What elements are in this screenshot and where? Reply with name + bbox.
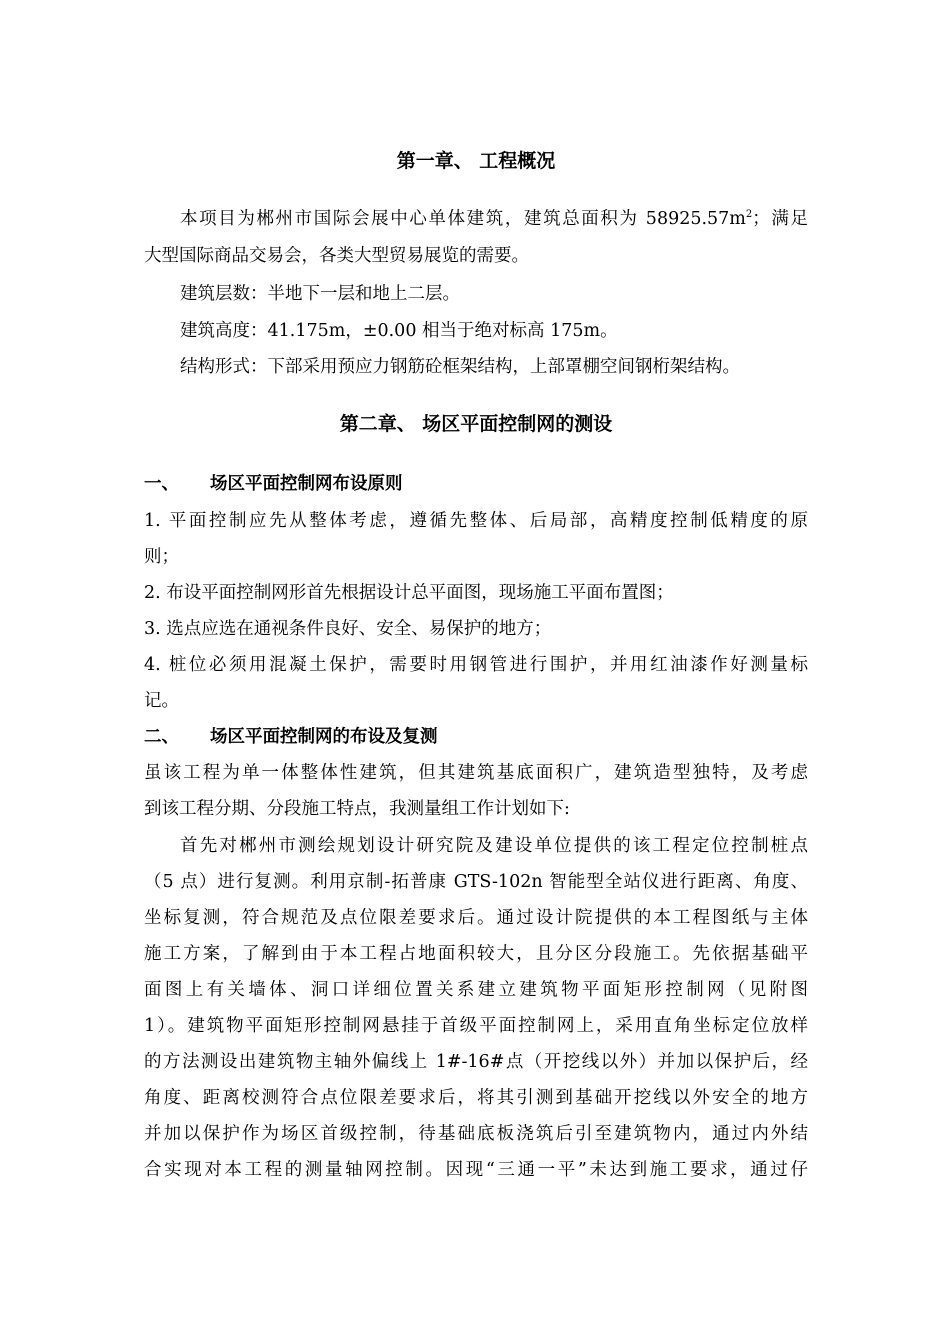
paragraph-text: ；满足: [752, 209, 808, 229]
section-2-heading: [144, 725, 438, 749]
body-line-1: 首先对郴州市测绘规划设计研究院及建设单位提供的该工程定位控制桩点: [180, 836, 808, 856]
body-line-10: 合实现对本工程的测量轴网控制。因现“三通一平”未达到施工要求，通过仔: [144, 1160, 808, 1180]
principle-1-line-2: 则；: [144, 547, 179, 567]
chapter-2-title: 第二章、 场区平面控制网的测设: [339, 413, 613, 435]
section-2-intro-line-2: 到该工程分期、分段施工特点，我测量组工作计划如下:: [144, 799, 570, 819]
paragraph-text: 本项目为郴州市国际会展中心单体建筑，建筑总面积为 58925.57m: [180, 209, 746, 229]
chapter-1-title: 第一章、 工程概况: [396, 150, 556, 172]
principle-4-line-1: 4. 桩位必须用混凝土保护，需要时用钢管进行围护，并用红油漆作好测量标: [144, 655, 808, 675]
section-1-heading: [144, 472, 403, 496]
body-line-7: 的方法测设出建筑物主轴外偏线上 1#-16#点（开挖线以外）并加以保护后，经: [144, 1052, 808, 1072]
section-2-title: 场区平面控制网的布设及复测: [210, 727, 438, 747]
body-line-6: 1）。建筑物平面矩形控制网悬挂于首级平面控制网上，采用直角坐标定位放样: [144, 1016, 808, 1036]
principle-3: 3. 选点应选在通视条件良好、安全、易保护的地方；: [144, 619, 552, 639]
building-height: 建筑高度：41.175m，±0.00 相当于绝对标高 175m。: [180, 321, 618, 341]
body-line-2: （5 点）进行复测。利用京制-拓普康 GTS-102n 智能型全站仪进行距离、角度、: [144, 872, 808, 892]
section-1-number: 一、: [144, 474, 179, 494]
principle-4-line-2: 记。: [144, 691, 179, 711]
superscript: 2: [745, 209, 753, 221]
chapter-1-paragraph-line-2: 大型国际商品交易会，各类大型贸易展览的需要。: [144, 246, 529, 266]
chapter-1-paragraph-line-1: [180, 207, 808, 231]
principle-1-line-1: 1. 平面控制应先从整体考虑，遵循先整体、后局部，高精度控制低精度的原: [144, 511, 808, 531]
body-line-9: 并加以保护作为场区首级控制，待基础底板浇筑后引至建筑物内，通过内外结: [144, 1124, 808, 1144]
building-floors: 建筑层数：半地下一层和地上二层。: [180, 284, 460, 304]
principle-2: 2. 布设平面控制网形首先根据设计总平面图，现场施工平面布置图；: [144, 583, 674, 603]
section-2-intro-line-1: 虽该工程为单一体整体性建筑，但其建筑基底面积广，建筑造型独特，及考虑: [144, 763, 808, 783]
body-line-5: 面图上有关墙体、洞口详细位置关系建立建筑物平面矩形控制网（见附图: [144, 980, 808, 1000]
structure-form: 结构形式：下部采用预应力钢筋砼框架结构，上部罩棚空间钢桁架结构。: [180, 357, 740, 377]
section-2-number: 二、: [144, 727, 179, 747]
body-line-8: 角度、距离校测符合点位限差要求后，将其引测到基础开挖线以外安全的地方: [144, 1088, 808, 1108]
section-1-title: 场区平面控制网布设原则: [210, 474, 403, 494]
body-line-4: 施工方案，了解到由于本工程占地面积较大，且分区分段施工。先依据基础平: [144, 944, 808, 964]
body-line-3: 坐标复测，符合规范及点位限差要求后。通过设计院提供的本工程图纸与主体: [144, 908, 808, 928]
